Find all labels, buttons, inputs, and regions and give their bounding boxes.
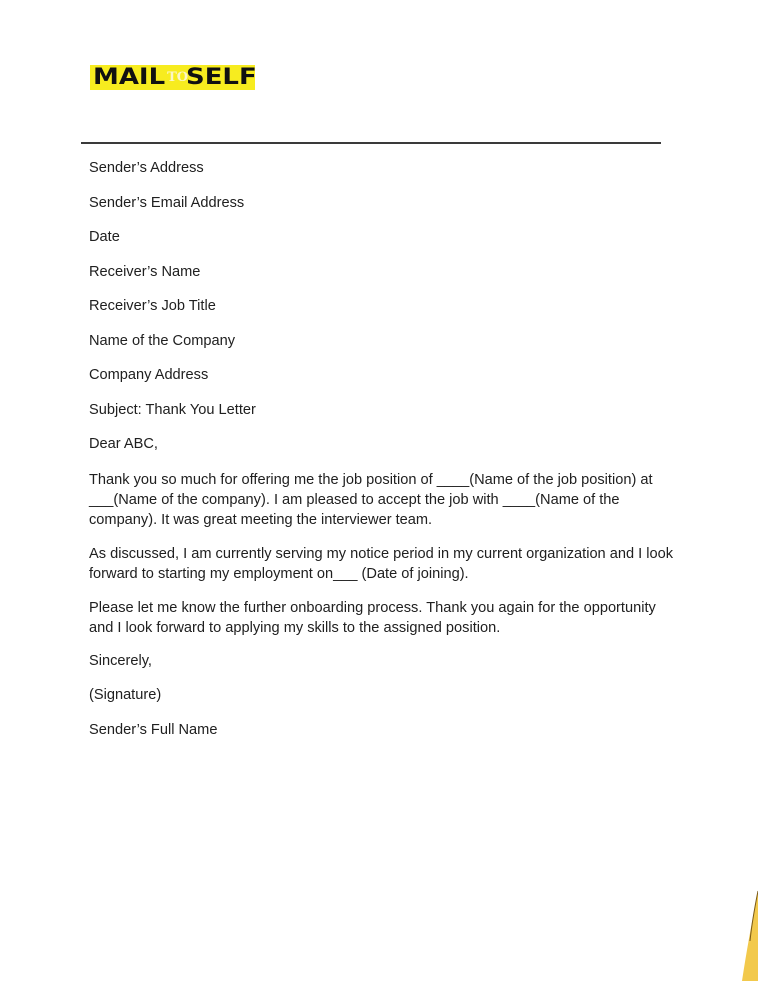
header-divider [81,142,661,144]
subject-line: Subject: Thank You Letter [89,401,256,418]
sender-address: Sender’s Address [89,160,204,176]
body-paragraph-3: Please let me know the further onboarding process. Thank you again for the opportunity and I look forward to applying my skills to the assigned position. [89,599,656,636]
sender-full-name: Sender’s Full Name [89,721,218,738]
sender-email-address: Sender’s Email Address [89,194,245,211]
logo-text-self: SELF [186,65,257,90]
logo-text-mail: MAIL [93,65,166,90]
signature: (Signature) [89,687,162,703]
salutation: Dear ABC, [89,436,158,452]
closing: Sincerely, [89,652,152,669]
body-paragraph-2: As discussed, I am currently serving my notice period in my current organization and I look forward to starting my employment on___ (Date of joining). [89,545,674,582]
company-name: Name of the Company [89,332,236,349]
logo-text-to: TO [167,70,189,85]
company-address: Company Address [89,367,209,383]
receiver-job-title: Receiver’s Job Title [89,298,216,314]
letter-body [89,159,679,755]
mailtoself-logo [90,65,255,90]
body-paragraph-1: Thank you so much for offering me the job position of ____(Name of the job position) at ___(Name of the company). I am pleased to accept the job with ____(Name of the company). It was great meeting the interviewer team. [89,471,653,528]
receiver-name: Receiver’s Name [89,263,201,280]
corner-decoration [738,881,758,981]
date-line: Date [89,229,120,245]
